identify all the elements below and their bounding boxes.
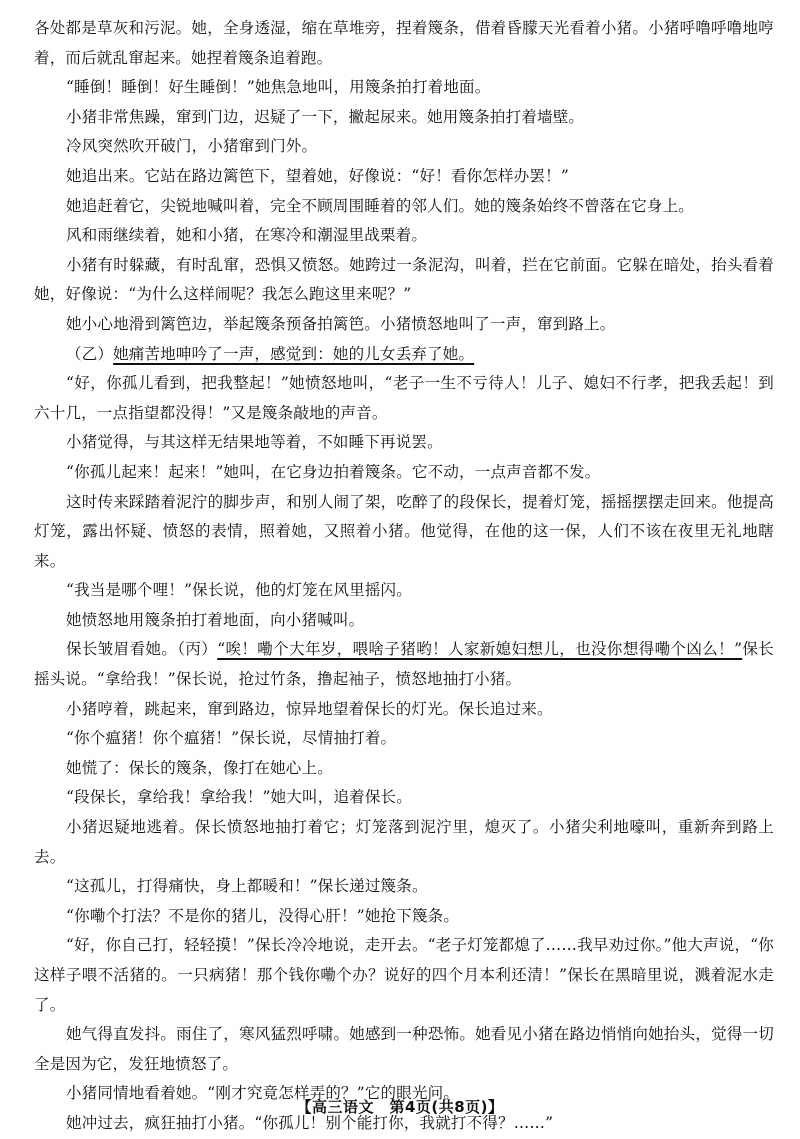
- paragraph: 她慌了：保长的篾条，像打在她心上。: [66, 758, 333, 777]
- paragraph: “你嘞个打法？不是你的猪儿，没得心肝！”她抢下篾条。: [66, 906, 460, 925]
- paragraph: “我当是哪个哩！”保长说，他的灯笼在风里摇闪。: [66, 581, 412, 600]
- paragraph: 小猪有时躲藏，有时乱窜，恐惧又愤怒。她跨过一条泥沟，叫着，拦在它前面。它躲在暗处，抬头看着她，好像说：“为什么这样闹呢？我怎么跑这里来呢？”: [34, 255, 774, 304]
- paragraph: 小猪迟疑地逃着。保长愤怒地抽打着它；灯笼落到泥泞里，熄灭了。小猪尖利地嚎叫，重新奔到路上去。: [34, 818, 774, 866]
- paragraph: 她小心地滑到篱笆边，举起篾条预备拍篱笆。小猪愤怒地叫了一声，窜到路上。: [66, 314, 616, 333]
- page-footer: 【高三语文 第4页(共8页)】: [296, 1098, 504, 1116]
- paragraph-prefix: （乙）: [66, 344, 114, 363]
- paragraph: 她愤怒地用篾条拍打着地面，向小猪喊叫。: [66, 610, 365, 629]
- paragraph: 小猪同情地看着她。“刚才究竟怎样弄的？”它的眼光问。: [66, 1084, 460, 1103]
- underlined-sentence: “唉！嘞个大年岁，喂啥子猪哟！人家新媳妇想儿，也没你想得嘞个凶么！”: [217, 640, 743, 659]
- paragraph: “你孤儿起来！起来！”她叫，在它身边拍着篾条。它不动，一点声音都不发。: [66, 462, 601, 481]
- paragraph: 风和雨继续着，她和小猪，在寒冷和潮湿里战栗着。: [66, 226, 428, 245]
- paragraph: 小猪哼着，跳起来，窜到路边，惊异地望着保长的灯光。保长追过来。: [66, 699, 553, 718]
- paragraph: 这时传来踩踏着泥泞的脚步声，和别人闹了架，吃醉了的段保长，提着灯笼，摇摇摆摆走回来。他提高灯笼，露出怀疑、愤怒的表情，照着她，又照着小猪。他觉得，在他的这一保，人们不该在夜里无礼地瞎来。: [34, 492, 774, 570]
- underlined-sentence: 她痛苦地呻吟了一声，感觉到：她的儿女丢弃了她。: [113, 344, 475, 363]
- paragraph: [34, 635, 774, 694]
- paragraph: 她气得直发抖。雨住了，寒风猛烈呼啸。她感到一种恐怖。她看见小猪在路边悄悄向她抬头，觉得一切全是因为它，发狂地愤怒了。: [34, 1025, 774, 1073]
- paragraph: “段保长，拿给我！拿给我！”她大叫，追着保长。: [66, 788, 412, 807]
- paragraph-prefix: 保长皱眉看她。（丙）: [66, 640, 218, 659]
- paragraph: 她冲过去，疯狂抽打小猪。“你孤儿！别个能打你，我就打不得？……”: [66, 1113, 554, 1132]
- paragraph: [34, 340, 774, 370]
- paragraph: “这孤儿，打得痛快，身上都暖和！”保长递过篾条。: [66, 877, 428, 896]
- paragraph: 小猪非常焦躁，窜到门边，迟疑了一下，撇起尿来。她用篾条拍打着墙壁。: [66, 107, 585, 126]
- paragraph-rest: 保长摇头说。“拿给我！”保长说，抢过竹条，撸起袖子，愤怒地抽打小猪。: [34, 640, 774, 689]
- paragraph: “好，你孤儿看到，把我整起！”她愤怒地叫，“老子一生不亏待人！儿子、媳妇不行孝，把我丢起！到六十几，一点指望都没得！”又是篾条敲地的声音。: [34, 374, 774, 422]
- body-text: [34, 14, 774, 1139]
- paragraph: “好，你自己打，轻轻摸！”保长冷冷地说，走开去。“老子灯笼都熄了……我早劝过你。”他大声说，“你这样子喂不活猪的。一只病猪！那个钱你嘞个办？说好的四个月本利还清！”保长在黑暗里说，溅着泥水走了。: [34, 936, 774, 1014]
- paragraph: “你个瘟猪！你个瘟猪！”保长说，尽情抽打着。: [66, 729, 397, 748]
- paragraph: 她追出来。它站在路边篱笆下，望着她，好像说：“好！看你怎样办罢！”: [66, 166, 569, 185]
- paragraph: 冷风突然吹开破门，小猪窜到门外。: [66, 137, 318, 156]
- paragraph: 各处都是草灰和污泥。她，全身透湿，缩在草堆旁，捏着篾条，借着昏朦天光看着小猪。小猪呼噜呼噜地哼着，而后就乱窜起来。她捏着篾条追着跑。: [34, 19, 774, 67]
- paragraph: 小猪觉得，与其这样无结果地等着，不如睡下再说罢。: [66, 433, 443, 452]
- paragraph: “睡倒！睡倒！好生睡倒！”她焦急地叫，用篾条拍打着地面。: [66, 78, 491, 97]
- paragraph: 她追赶着它，尖锐地喊叫着，完全不顾周围睡着的邻人们。她的篾条始终不曾落在它身上。: [66, 196, 695, 215]
